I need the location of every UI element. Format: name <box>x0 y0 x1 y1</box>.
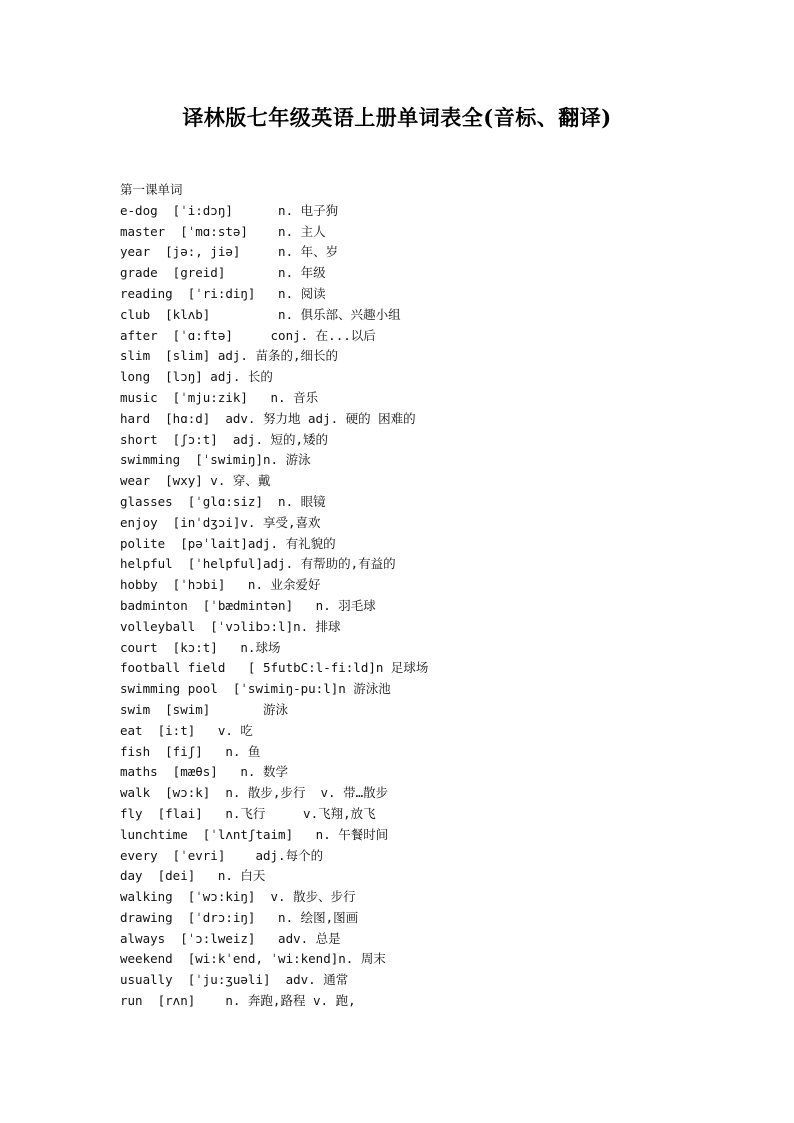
vocabulary-line: maths [mæθs] n. 数学 <box>120 764 288 780</box>
vocabulary-line: helpful [ˈhelpful]adj. 有帮助的,有益的 <box>120 556 396 572</box>
vocabulary-line: fly [flai] n.飞行 v.飞翔,放飞 <box>120 805 376 821</box>
vocabulary-line: fish [fiʃ] n. 鱼 <box>120 743 261 759</box>
vocabulary-line: slim [slim] adj. 苗条的,细长的 <box>120 348 338 364</box>
vocabulary-line: walk [wɔ:k] n. 散步,步行 v. 带…散步 <box>120 785 389 801</box>
vocabulary-line: badminton [ˈbædmintən] n. 羽毛球 <box>120 597 376 613</box>
vocabulary-line: master [ˈmɑ:stə] n. 主人 <box>120 223 326 239</box>
vocabulary-line: glasses [ˈglɑ:siz] n. 眼镜 <box>120 493 326 509</box>
vocabulary-line: club [klʌb] n. 俱乐部、兴趣小组 <box>120 306 401 322</box>
vocabulary-line: usually [ˈju:ʒuəli] adv. 通常 <box>120 972 349 988</box>
vocabulary-line: swimming pool [ˈswimiŋ-pu:l]n 游泳池 <box>120 681 391 697</box>
vocabulary-line: football field [ 5futbC:l-fi:ld]n 足球场 <box>120 660 429 676</box>
vocabulary-line: swim [swim] 游泳 <box>120 701 288 717</box>
vocabulary-line: lunchtime [ˈlʌntʃtaim] n. 午餐时间 <box>120 826 389 842</box>
vocabulary-line: e-dog [ˈi:dɔŋ] n. 电子狗 <box>120 202 339 218</box>
vocabulary-line: court [kɔ:t] n.球场 <box>120 639 281 655</box>
vocabulary-line: polite [pəˈlait]adj. 有礼貌的 <box>120 535 336 551</box>
vocabulary-line: volleyball [ˈvɔlibɔ:l]n. 排球 <box>120 618 341 634</box>
vocabulary-line: every [ˈevri] adj.每个的 <box>120 847 324 863</box>
vocabulary-list <box>120 180 740 1012</box>
vocabulary-line: walking [ˈwɔ:kiŋ] v. 散步、步行 <box>120 889 356 905</box>
vocabulary-line: music [ˈmju:zik] n. 音乐 <box>120 389 319 405</box>
vocabulary-line: 第一课单词 <box>120 182 183 197</box>
vocabulary-line: hard [hɑ:d] adv. 努力地 adj. 硬的 困难的 <box>120 410 416 426</box>
document-title: 译林版七年级英语上册单词表全(音标、翻译) <box>182 105 612 130</box>
vocabulary-line: year [jə:, jiə] n. 年、岁 <box>120 244 339 260</box>
vocabulary-line: eat [i:t] v. 吃 <box>120 722 253 738</box>
vocabulary-line: reading [ˈri:diŋ] n. 阅读 <box>120 285 326 301</box>
vocabulary-line: short [ʃɔ:t] adj. 短的,矮的 <box>120 431 329 447</box>
vocabulary-line: grade [greid] n. 年级 <box>120 265 326 281</box>
vocabulary-line: run [rʌn] n. 奔跑,路程 v. 跑, <box>120 993 356 1009</box>
vocabulary-line: hobby [ˈhɔbi] n. 业余爱好 <box>120 577 321 593</box>
vocabulary-line: drawing [ˈdrɔ:iŋ] n. 绘图,图画 <box>120 909 359 925</box>
vocabulary-line: after [ˈɑ:ftə] conj. 在...以后 <box>120 327 376 343</box>
vocabulary-line: weekend [wi:kˈend, ˈwi:kend]n. 周末 <box>120 951 386 967</box>
vocabulary-line: day [dei] n. 白天 <box>120 868 266 884</box>
vocabulary-line: long [lɔŋ] adj. 长的 <box>120 369 273 385</box>
vocabulary-line: wear [wxy] v. 穿、戴 <box>120 473 271 489</box>
vocabulary-line: enjoy [inˈdʒɔi]v. 享受,喜欢 <box>120 514 321 530</box>
vocabulary-line: always [ˈɔ:lweiz] adv. 总是 <box>120 930 341 946</box>
vocabulary-line: swimming [ˈswimiŋ]n. 游泳 <box>120 452 311 468</box>
